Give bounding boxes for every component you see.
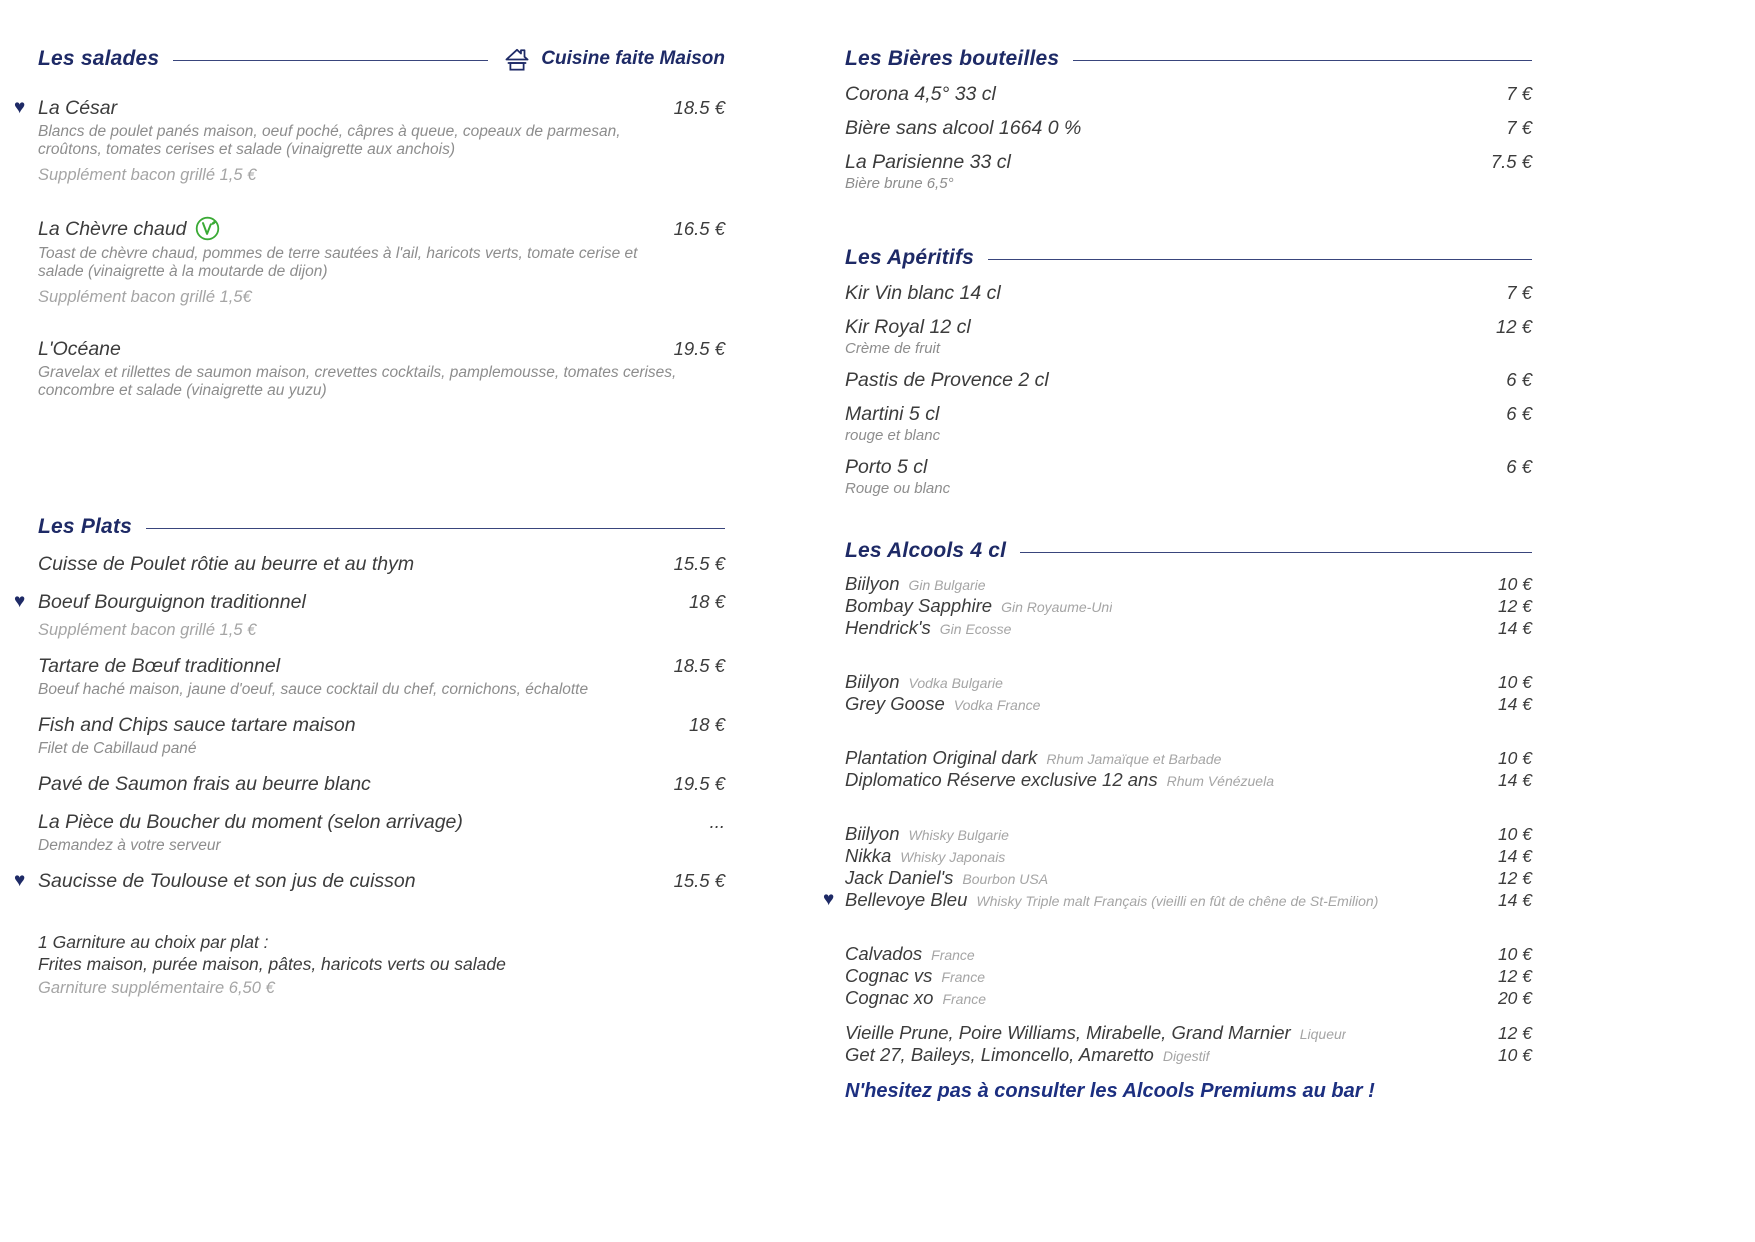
item-name: Grey Goose <box>845 693 945 714</box>
item-price: 14 € <box>1497 890 1532 910</box>
alcool-item <box>845 1045 1532 1066</box>
item-note: Supplément bacon grillé 1,5 € <box>38 166 257 184</box>
item-description: Toast de chèvre chaud, pommes de terre sautées à l'ail, haricots verts, tomate cerise et salade (vinaigrette à la moutarde de dijon) <box>38 245 638 280</box>
menu-item-tartare <box>38 654 725 699</box>
section-alcools <box>845 536 1532 1103</box>
alcools-divider-line <box>1020 552 1532 554</box>
section-bieres <box>845 44 1532 193</box>
alcool-item <box>845 846 1532 867</box>
item-name: La César <box>38 97 118 119</box>
item-description: Gravelax et rillettes de saumon maison, crevettes cocktails, pamplemousse, tomates cerises, concombre et salade (vinaigrette au yuzu) <box>38 364 677 399</box>
item-name: Hendrick's <box>845 617 931 638</box>
menu-item-biere-sans-alcool <box>845 116 1532 140</box>
item-name: Get 27, Baileys, Limoncello, Amaretto <box>845 1044 1154 1065</box>
item-name: La Pièce du Boucher du moment (selon arrivage) <box>38 811 463 833</box>
heart-icon <box>14 871 25 891</box>
item-price: 10 € <box>1497 574 1532 594</box>
item-name: Martini 5 cl <box>845 403 940 425</box>
menu-item-pave-saumon <box>38 772 725 796</box>
garniture-note <box>38 931 725 999</box>
item-name: Pavé de Saumon frais au beurre blanc <box>38 773 371 795</box>
alcool-item <box>845 694 1532 715</box>
item-tag: Digestif <box>1162 1048 1210 1064</box>
item-price: 10 € <box>1497 672 1532 692</box>
item-price: 14 € <box>1497 846 1532 866</box>
item-name: Calvados <box>845 943 923 964</box>
item-price: 7.5 € <box>1490 151 1532 172</box>
plats-title: Les Plats <box>38 515 133 538</box>
item-price: 19.5 € <box>673 773 725 794</box>
cuisine-maison-label: Cuisine faite Maison <box>541 48 725 69</box>
item-note: Supplément bacon grillé 1,5 € <box>38 621 257 639</box>
alcools-group-rhum <box>845 748 1532 791</box>
alcool-item <box>845 944 1532 965</box>
menu-item-la-parisienne <box>845 150 1532 193</box>
item-name: Kir Royal 12 cl <box>845 316 971 338</box>
item-price: 7 € <box>1506 282 1532 303</box>
section-plats <box>38 512 725 999</box>
alcool-item <box>845 618 1532 639</box>
item-price: 10 € <box>1497 944 1532 964</box>
alcools-group-liqueurs <box>845 1023 1532 1066</box>
alcool-item-bellevoye <box>845 890 1532 911</box>
item-price: 7 € <box>1506 117 1532 138</box>
salades-header <box>38 44 725 74</box>
item-name: Plantation Original dark <box>845 747 1038 768</box>
heart-icon <box>14 592 25 612</box>
item-price: 14 € <box>1497 618 1532 638</box>
item-description: Rouge ou blanc <box>845 480 951 497</box>
item-name: Vieille Prune, Poire Williams, Mirabelle, Grand Marnier <box>845 1022 1291 1043</box>
menu-item-pastis <box>845 368 1532 392</box>
aperitifs-divider-line <box>988 259 1532 261</box>
menu-item-porto <box>845 455 1532 498</box>
item-price: 19.5 € <box>673 338 725 359</box>
section-aperitifs <box>845 243 1532 498</box>
heart-icon <box>14 98 25 118</box>
menu-item-la-cesar <box>38 96 725 185</box>
menu-item-chevre-chaud <box>38 215 725 307</box>
alcools-title: Les Alcools 4 cl <box>845 539 1007 562</box>
garniture-line3: Garniture supplémentaire 6,50 € <box>38 979 275 997</box>
item-name: Bellevoye Bleu <box>845 889 968 910</box>
item-description: Filet de Cabillaud pané <box>38 740 197 757</box>
item-name: Fish and Chips sauce tartare maison <box>38 714 356 736</box>
item-tag: Bourbon USA <box>962 871 1049 887</box>
alcools-group-whisky <box>845 824 1532 911</box>
item-price: 6 € <box>1506 403 1532 424</box>
item-name: Boeuf Bourguignon traditionnel <box>38 591 306 613</box>
item-tag: Gin Ecosse <box>939 621 1012 637</box>
item-name: Nikka <box>845 845 892 866</box>
item-price: 6 € <box>1506 369 1532 390</box>
menu-item-saucisse-toulouse <box>38 869 725 893</box>
item-price: ... <box>709 811 725 832</box>
menu-item-martini <box>845 402 1532 445</box>
item-description: rouge et blanc <box>845 427 941 444</box>
item-tag: France <box>941 969 985 985</box>
item-tag: France <box>931 947 975 963</box>
item-price: 10 € <box>1497 748 1532 768</box>
salades-divider-line <box>173 60 488 62</box>
menu-item-fish-and-chips <box>38 713 725 758</box>
item-price: 18.5 € <box>673 97 725 118</box>
alcool-item <box>845 868 1532 889</box>
item-name: L'Océane <box>38 338 121 360</box>
item-name: Porto 5 cl <box>845 456 928 478</box>
item-tag: Whisky Japonais <box>900 849 1006 865</box>
plats-header <box>38 512 725 542</box>
garniture-line2: Frites maison, purée maison, pâtes, haricots verts ou salade <box>38 954 506 974</box>
house-icon <box>502 46 532 73</box>
menu-item-cuisse-poulet <box>38 552 725 576</box>
menu-item-corona <box>845 82 1532 106</box>
heart-icon <box>823 890 834 910</box>
item-description: Bière brune 6,5° <box>845 175 954 192</box>
item-name: Jack Daniel's <box>845 867 954 888</box>
right-column <box>845 44 1532 1103</box>
item-price: 16.5 € <box>673 217 725 239</box>
item-name: Bombay Sapphire <box>845 595 993 616</box>
item-description: Crème de fruit <box>845 340 941 357</box>
alcool-item <box>845 770 1532 791</box>
item-name: Bière sans alcool 1664 0 % <box>845 117 1082 139</box>
item-name: Biilyon <box>845 671 900 692</box>
item-description: Demandez à votre serveur <box>38 837 221 854</box>
item-tag: France <box>942 991 987 1007</box>
menu-item-boeuf-bourguignon <box>38 590 725 640</box>
item-price: 14 € <box>1497 694 1532 714</box>
alcool-item <box>845 966 1532 987</box>
item-price: 18 € <box>688 591 725 612</box>
vegetarian-icon <box>194 215 221 242</box>
item-name: Corona 4,5° 33 cl <box>845 83 996 105</box>
item-name: Biilyon <box>845 823 900 844</box>
item-price: 7 € <box>1506 83 1532 104</box>
alcools-premiums-footer: N'hesitez pas à consulter les Alcools Premiums au bar ! <box>845 1080 1375 1102</box>
item-tag: Rhum Jamaïque et Barbade <box>1046 751 1222 767</box>
alcools-group-vodka <box>845 672 1532 715</box>
item-tag: Gin Royaume-Uni <box>1001 599 1113 615</box>
alcools-group-gin <box>845 574 1532 639</box>
plats-divider-line <box>146 528 725 530</box>
item-tag: Gin Bulgarie <box>908 577 986 593</box>
item-price: 18.5 € <box>673 655 725 676</box>
section-salades <box>38 44 725 400</box>
alcools-group-digestifs <box>845 944 1532 1009</box>
item-description: Blancs de poulet panés maison, oeuf poché, câpres à queue, copeaux de parmesan, croûtons, tomates cerises et salade (vinaigrette aux anchois) <box>38 123 621 158</box>
item-price: 12 € <box>1497 596 1532 616</box>
item-tag: Liqueur <box>1299 1026 1347 1042</box>
item-name: Cuisse de Poulet rôtie au beurre et au thym <box>38 553 415 575</box>
bieres-divider-line <box>1073 60 1532 62</box>
item-price: 14 € <box>1497 770 1532 790</box>
menu-item-kir-vin-blanc <box>845 281 1532 305</box>
alcools-header <box>845 536 1532 566</box>
item-tag: Rhum Vénézuela <box>1166 773 1274 789</box>
menu-item-piece-boucher <box>38 810 725 855</box>
item-note: Supplément bacon grillé 1,5€ <box>38 288 252 306</box>
item-name: La Parisienne 33 cl <box>845 151 1011 173</box>
item-name: Tartare de Bœuf traditionnel <box>38 655 281 677</box>
item-tag: Whisky Triple malt Français (vieilli en fût de chêne de St-Emilion) <box>976 893 1379 909</box>
item-price: 12 € <box>1497 1023 1532 1043</box>
item-name: Cognac xo <box>845 987 934 1008</box>
bieres-header <box>845 44 1532 74</box>
item-name: Biilyon <box>845 573 900 594</box>
alcool-item <box>845 596 1532 617</box>
aperitifs-header <box>845 243 1532 273</box>
item-name: Kir Vin blanc 14 cl <box>845 282 1001 304</box>
item-tag: Vodka Bulgarie <box>908 675 1003 691</box>
garniture-line1: 1 Garniture au choix par plat : <box>38 932 269 952</box>
item-price: 12 € <box>1497 966 1532 986</box>
menu-item-kir-royal <box>845 315 1532 358</box>
menu-item-oceane <box>38 337 725 400</box>
item-price: 10 € <box>1497 824 1532 844</box>
item-price: 15.5 € <box>673 553 725 574</box>
alcool-item <box>845 672 1532 693</box>
item-name: Cognac vs <box>845 965 933 986</box>
salades-title: Les salades <box>38 47 160 70</box>
item-description: Boeuf haché maison, jaune d'oeuf, sauce cocktail du chef, cornichons, échalotte <box>38 681 589 698</box>
left-column <box>38 44 725 999</box>
item-name: Diplomatico Réserve exclusive 12 ans <box>845 769 1158 790</box>
alcool-item <box>845 988 1532 1009</box>
alcool-item <box>845 1023 1532 1044</box>
bieres-title: Les Bières bouteilles <box>845 47 1060 70</box>
item-price: 6 € <box>1506 456 1532 477</box>
alcool-item <box>845 748 1532 769</box>
item-name: La Chèvre chaud <box>38 217 187 240</box>
alcool-item <box>845 574 1532 595</box>
item-price: 12 € <box>1495 316 1532 337</box>
item-tag: Vodka France <box>953 697 1041 713</box>
item-name: Pastis de Provence 2 cl <box>845 369 1049 391</box>
alcool-item <box>845 824 1532 845</box>
item-price: 18 € <box>688 714 725 735</box>
aperitifs-title: Les Apéritifs <box>845 246 975 269</box>
item-price: 12 € <box>1497 868 1532 888</box>
item-tag: Whisky Bulgarie <box>908 827 1009 843</box>
item-name: Saucisse de Toulouse et son jus de cuisson <box>38 870 416 892</box>
cuisine-maison-badge <box>502 46 725 73</box>
item-price: 10 € <box>1497 1045 1532 1065</box>
item-price: 15.5 € <box>673 870 725 891</box>
item-price: 20 € <box>1497 988 1532 1008</box>
